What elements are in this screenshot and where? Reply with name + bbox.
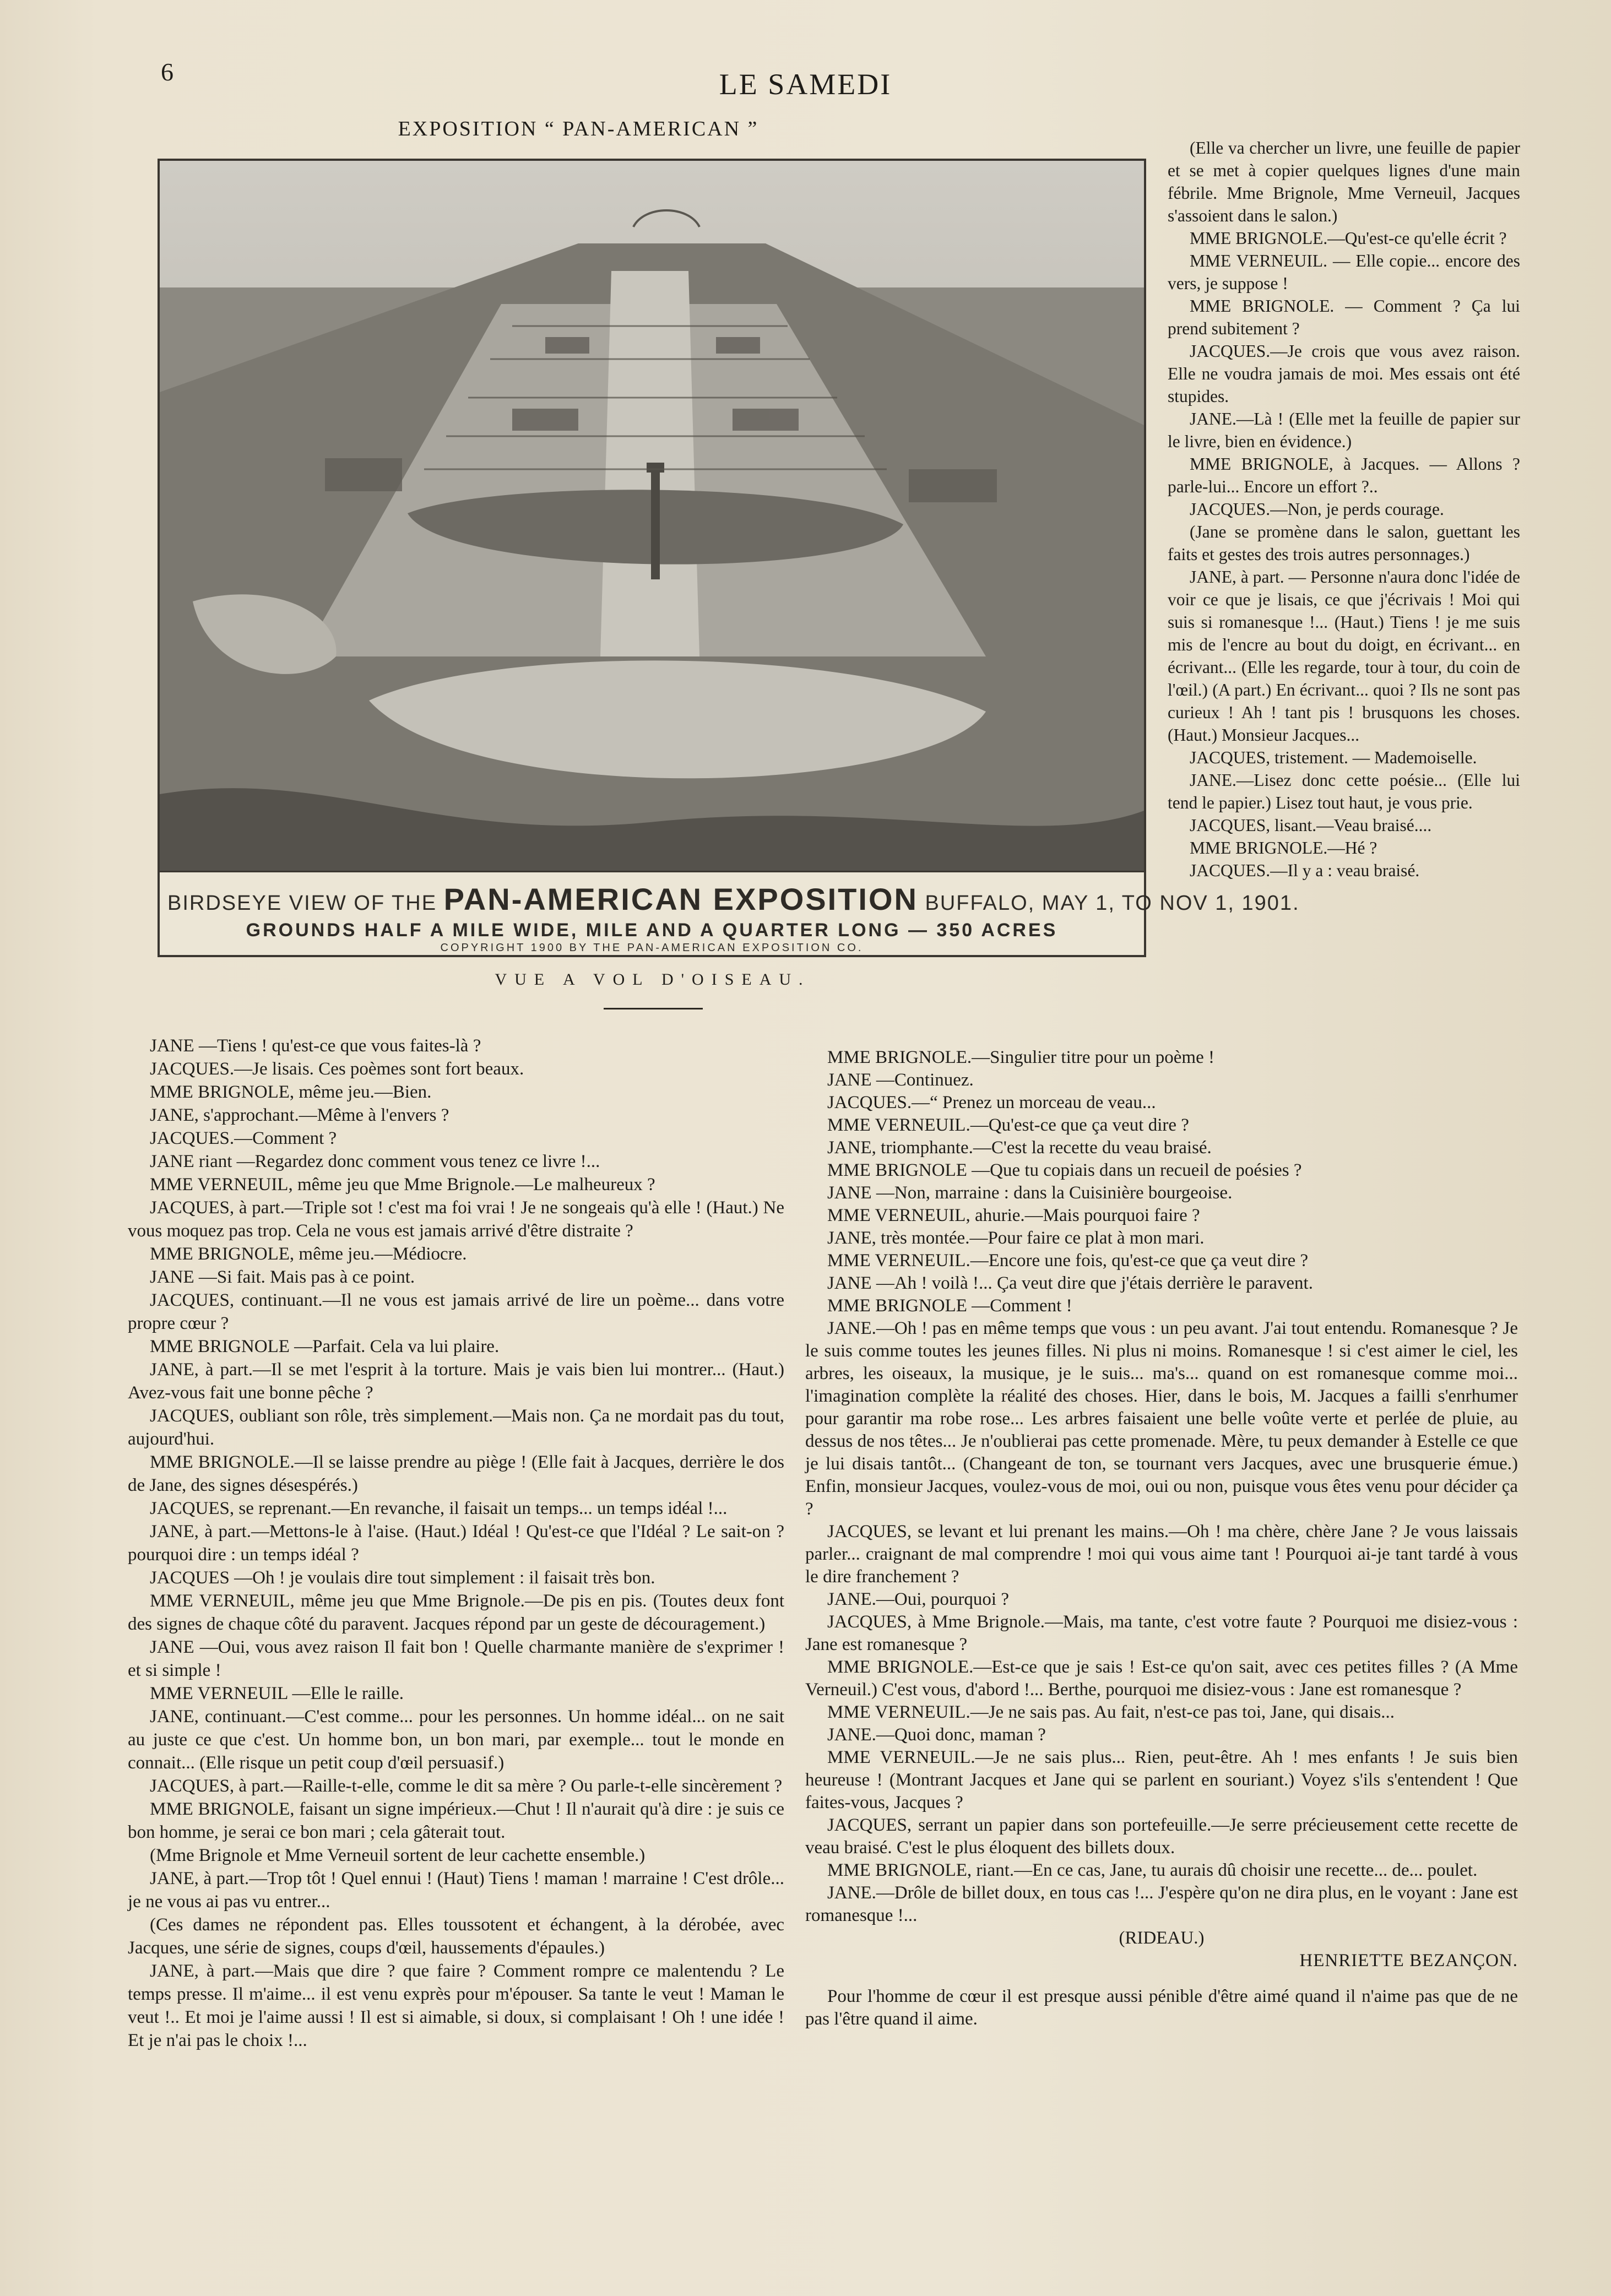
stage-direction: (Mme Brignole et Mme Verneuil sortent de leur cachette ensemble.) [150,1846,646,1865]
dialogue-line: MME BRIGNOLE —Que tu copiais dans un recueil de poésies ? [827,1160,1302,1180]
dialogue-line: JACQUES, continuant.—Il ne vous est jamais arrivé de lire un poème... dans votre propre cœur ? [128,1290,784,1333]
dialogue-line: JANE —Si fait. Mais pas à ce point. [150,1267,415,1287]
dialogue-line: JACQUES, oubliant son rôle, très simplement.—Mais non. Ça ne mordait pas du tout, aujourd'hui. [128,1406,784,1449]
figure-title: EXPOSITION “ PAN-AMERICAN ” [398,117,759,140]
dialogue-line: MME BRIGNOLE, à Jacques. — Allons ? parle-lui... Encore un effort ?.. [1168,454,1520,496]
dialogue-line: JANE, à part.—Mettons-le à l'aise. (Haut.) Idéal ! Qu'est-ce que l'Idéal ? Le sait-on ? pourquoi dire : un temps idéal ? [128,1522,784,1565]
dialogue-line: MME VERNEUIL.—Je ne sais pas. Au fait, n'est-ce pas toi, Jane, qui disais... [827,1702,1395,1722]
dialogue-line: JANE, s'approchant.—Même à l'envers ? [150,1105,449,1125]
dialogue-line: MME VERNEUIL.—Je ne sais plus... Rien, peut-être. Ah ! mes enfants ! Je suis bien heureuse ! (Montrant Jacques et Jane qui se parlent en souriant.) Voyez s'ils s'entendent ! Que faites-vous, Jacques ? [805,1747,1518,1812]
dialogue-line: JANE —Ah ! voilà !... Ça veut dire que j'étais derrière le paravent. [827,1273,1313,1293]
dialogue-line: MME BRIGNOLE, même jeu.—Médiocre. [150,1244,467,1264]
banner-line-1 [167,881,1300,917]
dialogue-line: JACQUES, serrant un papier dans son portefeuille.—Je serre précieusement cette recette de veau braisé. C'est le plus éloquent des billets doux. [805,1815,1518,1858]
caption-rule [604,1008,703,1009]
dialogue-line: MME VERNEUIL, même jeu que Mme Brignole.—De pis en pis. (Toutes deux font des signes de chaque côté du paravent. Jacques répond par un geste de découragement.) [128,1591,784,1634]
figure-caption: VUE A VOL D'OISEAU. [495,970,811,989]
dialogue-line: MME VERNEUIL —Elle le raille. [150,1684,404,1703]
epigram: Pour l'homme de cœur il est presque aussi pénible d'être aimé quand il n'aime pas que de ne pas l'être quand il aime. [805,1986,1518,2029]
dialogue-line: MME BRIGNOLE.—Qu'est-ce qu'elle écrit ? [1190,229,1507,248]
dialogue-line: MME VERNEUIL, même jeu que Mme Brignole.—Le malheureux ? [150,1175,655,1195]
dialogue-line: MME VERNEUIL. — Elle copie... encore des vers, je suppose ! [1168,251,1520,293]
dialogue-line: JANE —Continuez. [827,1070,974,1090]
dialogue-line: MME VERNEUIL, ahurie.—Mais pourquoi faire ? [827,1206,1200,1225]
dialogue-line: JACQUES.—Je lisais. Ces poèmes sont fort beaux. [150,1059,524,1079]
dialogue-line: MME BRIGNOLE, faisant un signe impérieux.—Chut ! Il n'aurait qu'à dire : je suis ce bon homme, je serai ce bon mari ; cela gâterait tout. [128,1799,784,1842]
dialogue-line: MME BRIGNOLE.—Il se laisse prendre au piège ! (Elle fait à Jacques, derrière le dos de Jane, des signes désespérés.) [128,1452,784,1495]
dialogue-line: MME BRIGNOLE.—Est-ce que je sais ! Est-ce qu'on sait, avec ces petites filles ? (A Mme Verneuil.) C'est vous, d'abord !... Berthe, pourquoi me disiez-vous : Jane est romanesque ? [805,1657,1518,1700]
dialogue-line: MME BRIGNOLE, riant.—En ce cas, Jane, tu aurais dû choisir une recette... de... poulet. [827,1860,1478,1880]
dialogue-line: JANE, très montée.—Pour faire ce plat à mon mari. [827,1228,1205,1248]
dialogue-line: JANE —Non, marraine : dans la Cuisinière bourgeoise. [827,1183,1233,1203]
running-head: LE SAMEDI [719,68,892,101]
dialogue-line: MME VERNEUIL.—Qu'est-ce que ça veut dire ? [827,1115,1189,1135]
curtain-direction: (RIDEAU.) [1119,1928,1205,1948]
dialogue-line: JANE, triomphante.—C'est la recette du veau braisé. [827,1138,1212,1158]
right-column-text [1168,137,1520,882]
left-column-text [128,1034,784,2052]
dialogue-line: MME BRIGNOLE —Parfait. Cela va lui plaire. [150,1337,500,1356]
dialogue-line: JANE, à part.—Il se met l'esprit à la torture. Mais je vais bien lui montrer... (Haut.) Avez-vous fait une bonne pêche ? [128,1360,784,1403]
dialogue-line: JACQUES —Oh ! je voulais dire tout simplement : il faisait très bon. [150,1568,655,1588]
dialogue-line: JANE.—Quoi donc, maman ? [827,1725,1046,1745]
engraving-banner [160,871,1300,955]
dialogue-line: MME VERNEUIL.—Encore une fois, qu'est-ce que ça veut dire ? [827,1251,1309,1271]
banner-dates: BUFFALO, MAY 1, TO NOV 1, 1901. [925,892,1300,915]
dialogue-line: JANE, à part.—Mais que dire ? que faire ? Comment rompre ce malentendu ? Le temps presse. Il m'aime... il est venu exprès pour m'épouser. Sa tante le veut ! Maman le veut !.. Et moi je l'aime aussi ! Il est si aimable, si doux, si complaisant ! Oh ! une idée ! Et je n'ai pas le choix !... [128,1961,784,2050]
dialogue-line: JANE.—Là ! (Elle met la feuille de papier sur le livre, bien en évidence.) [1168,409,1520,451]
dialogue-line: JANE, continuant.—C'est comme... pour les personnes. Un homme idéal... on ne sait au juste ce que c'est. Un homme bon, un bon mari, par exemple... tout le monde en connait... (Elle risque un petit coup d'œil persuasif.) [128,1707,784,1773]
dialogue-line: JACQUES, à part.—Triple sot ! c'est ma foi vrai ! Je ne songeais qu'à elle ! (Haut.) Ne vous moquez pas trop. Cela ne vous est jamais arrivé d'être distraite ? [128,1198,784,1241]
dialogue-line: MME BRIGNOLE.—Hé ? [1190,838,1377,857]
stage-direction: (Elle va chercher un livre, une feuille de papier et se met à copier quelques lignes d'une main fébrile. Mme Brignole, Mme Verneuil, Jacques s'assoient dans le salon.) [1168,138,1520,225]
dialogue-line: MME BRIGNOLE —Comment ! [827,1296,1072,1316]
birdseye-view-illustration [160,161,1144,872]
dialogue-line: JACQUES, lisant.—Veau braisé.... [1190,816,1432,835]
dialogue-line: JANE riant —Regardez donc comment vous tenez ce livre !... [150,1152,600,1171]
dialogue-line: JANE, à part. — Personne n'aura donc l'idée de voir ce que je lisais, ce que j'écrivais ! Moi qui suis si romanesque !... (Haut.) Tiens ! je me suis mis de l'encre au bout du doigt, en écrivant... en écrivant... (Elle les regarde, tour à tour, du coin de l'œil.) (A part.) En écrivant... quoi ? Ils ne sont pas curieux ! Ah ! tant pis ! brusquons les choses. (Haut.) Monsieur Jacques... [1168,567,1520,745]
dialogue-line: JACQUES, à part.—Raille-t-elle, comme le dit sa mère ? Ou parle-t-elle sincèrement ? [150,1776,783,1796]
dialogue-line: JANE, à part.—Trop tôt ! Quel ennui ! (Haut) Tiens ! maman ! marraine ! C'est drôle... je ne vous ai pas vu entrer... [128,1869,784,1912]
dialogue-line: MME BRIGNOLE, même jeu.—Bien. [150,1082,432,1102]
dialogue-line: MME BRIGNOLE.—Singulier titre pour un poème ! [827,1047,1214,1067]
banner-prefix: BIRDSEYE VIEW OF THE [167,892,437,915]
dialogue-line: JANE.—Lisez donc cette poésie... (Elle lui tend le papier.) Lisez tout haut, je vous prie. [1168,770,1520,812]
banner-title: PAN-AMERICAN EXPOSITION [443,882,918,916]
stage-direction: (Jane se promène dans le salon, guettant les faits et gestes des trois autres personnages.) [1168,522,1520,564]
dialogue-line: JACQUES, tristement. — Mademoiselle. [1190,748,1477,767]
dialogue-line: JACQUES.—Je crois que vous avez raison. Elle ne voudra jamais de moi. Mes essais ont été stupides. [1168,341,1520,406]
dialogue-line: JANE.—Drôle de billet doux, en tous cas !... J'espère qu'on ne dira plus, en le voyant : Jane est romanesque !... [805,1883,1518,1925]
dialogue-line: JANE —Tiens ! qu'est-ce que vous faites-là ? [150,1036,481,1056]
dialogue-line: JANE —Oui, vous avez raison Il fait bon ! Quelle charmante manière de s'exprimer ! et si simple ! [128,1637,784,1680]
banner-copyright: COPYRIGHT 1900 BY THE PAN-AMERICAN EXPOSITION CO. [440,942,864,954]
dialogue-line: JACQUES, à Mme Brignole.—Mais, ma tante, c'est votre faute ? Pourquoi me disiez-vous : Jane est romanesque ? [805,1612,1518,1654]
middle-column-text [805,1046,1518,2031]
dialogue-line: MME BRIGNOLE. — Comment ? Ça lui prend subitement ? [1168,296,1520,338]
dialogue-line: JACQUES, se levant et lui prenant les mains.—Oh ! ma chère, chère Jane ? Je vous laissais parler... craignant de mal comprendre ! moi qui vous aime tant ! Pourquoi ai-je tant tardé à vous le dire franchement ? [805,1522,1518,1587]
dialogue-line: JACQUES.—“ Prenez un morceau de veau... [827,1093,1156,1112]
dialogue-line: JACQUES.—Non, je perds courage. [1190,500,1444,519]
author-signature: HENRIETTE BEZANÇON. [1299,1951,1518,1971]
dialogue-line: JANE.—Oui, pourquoi ? [827,1589,1009,1609]
stage-direction: (Ces dames ne répondent pas. Elles toussotent et échangent, à la dérobée, avec Jacques, une série de signes, coups d'œil, haussements d'épaules.) [128,1915,784,1958]
dialogue-line: JANE.—Oh ! pas en même temps que vous : un peu avant. J'ai tout entendu. Romanesque ? Je le suis comme toutes les jeunes filles. Ni plus ni moins. Romanesque ! si c'est aimer le ciel, les arbres, les oiseaux, la musique, je le suis... ma's... quand on est romanesque comme moi... l'imagination complète la réalité des choses. Hier, dans le bois, M. Jacques a failli s'enrhumer pour garantir ma robe rose... Les arbres faisaient une belle voûte verte et perlée de pluie, au dessus de nos têtes... Je n'oublierai pas cette promenade. Mère, tu peux demander à Estelle ce que je lui disais tantôt... (Changeant de ton, se tournant vers Jacques, avec une brusquerie émue.) Enfin, monsieur Jacques, voulez-vous de moi, oui ou non, puisque vous êtes venu pour décider ça ? [805,1318,1518,1519]
page-number: 6 [161,58,173,86]
dialogue-line: JACQUES.—Il y a : veau braisé. [1190,861,1420,880]
banner-line-2: GROUNDS HALF A MILE WIDE, MILE AND A QUARTER LONG — 350 ACRES [246,920,1058,941]
dialogue-line: JACQUES.—Comment ? [150,1128,337,1148]
dialogue-line: JACQUES, se reprenant.—En revanche, il faisait un temps... un temps idéal !... [150,1499,728,1518]
